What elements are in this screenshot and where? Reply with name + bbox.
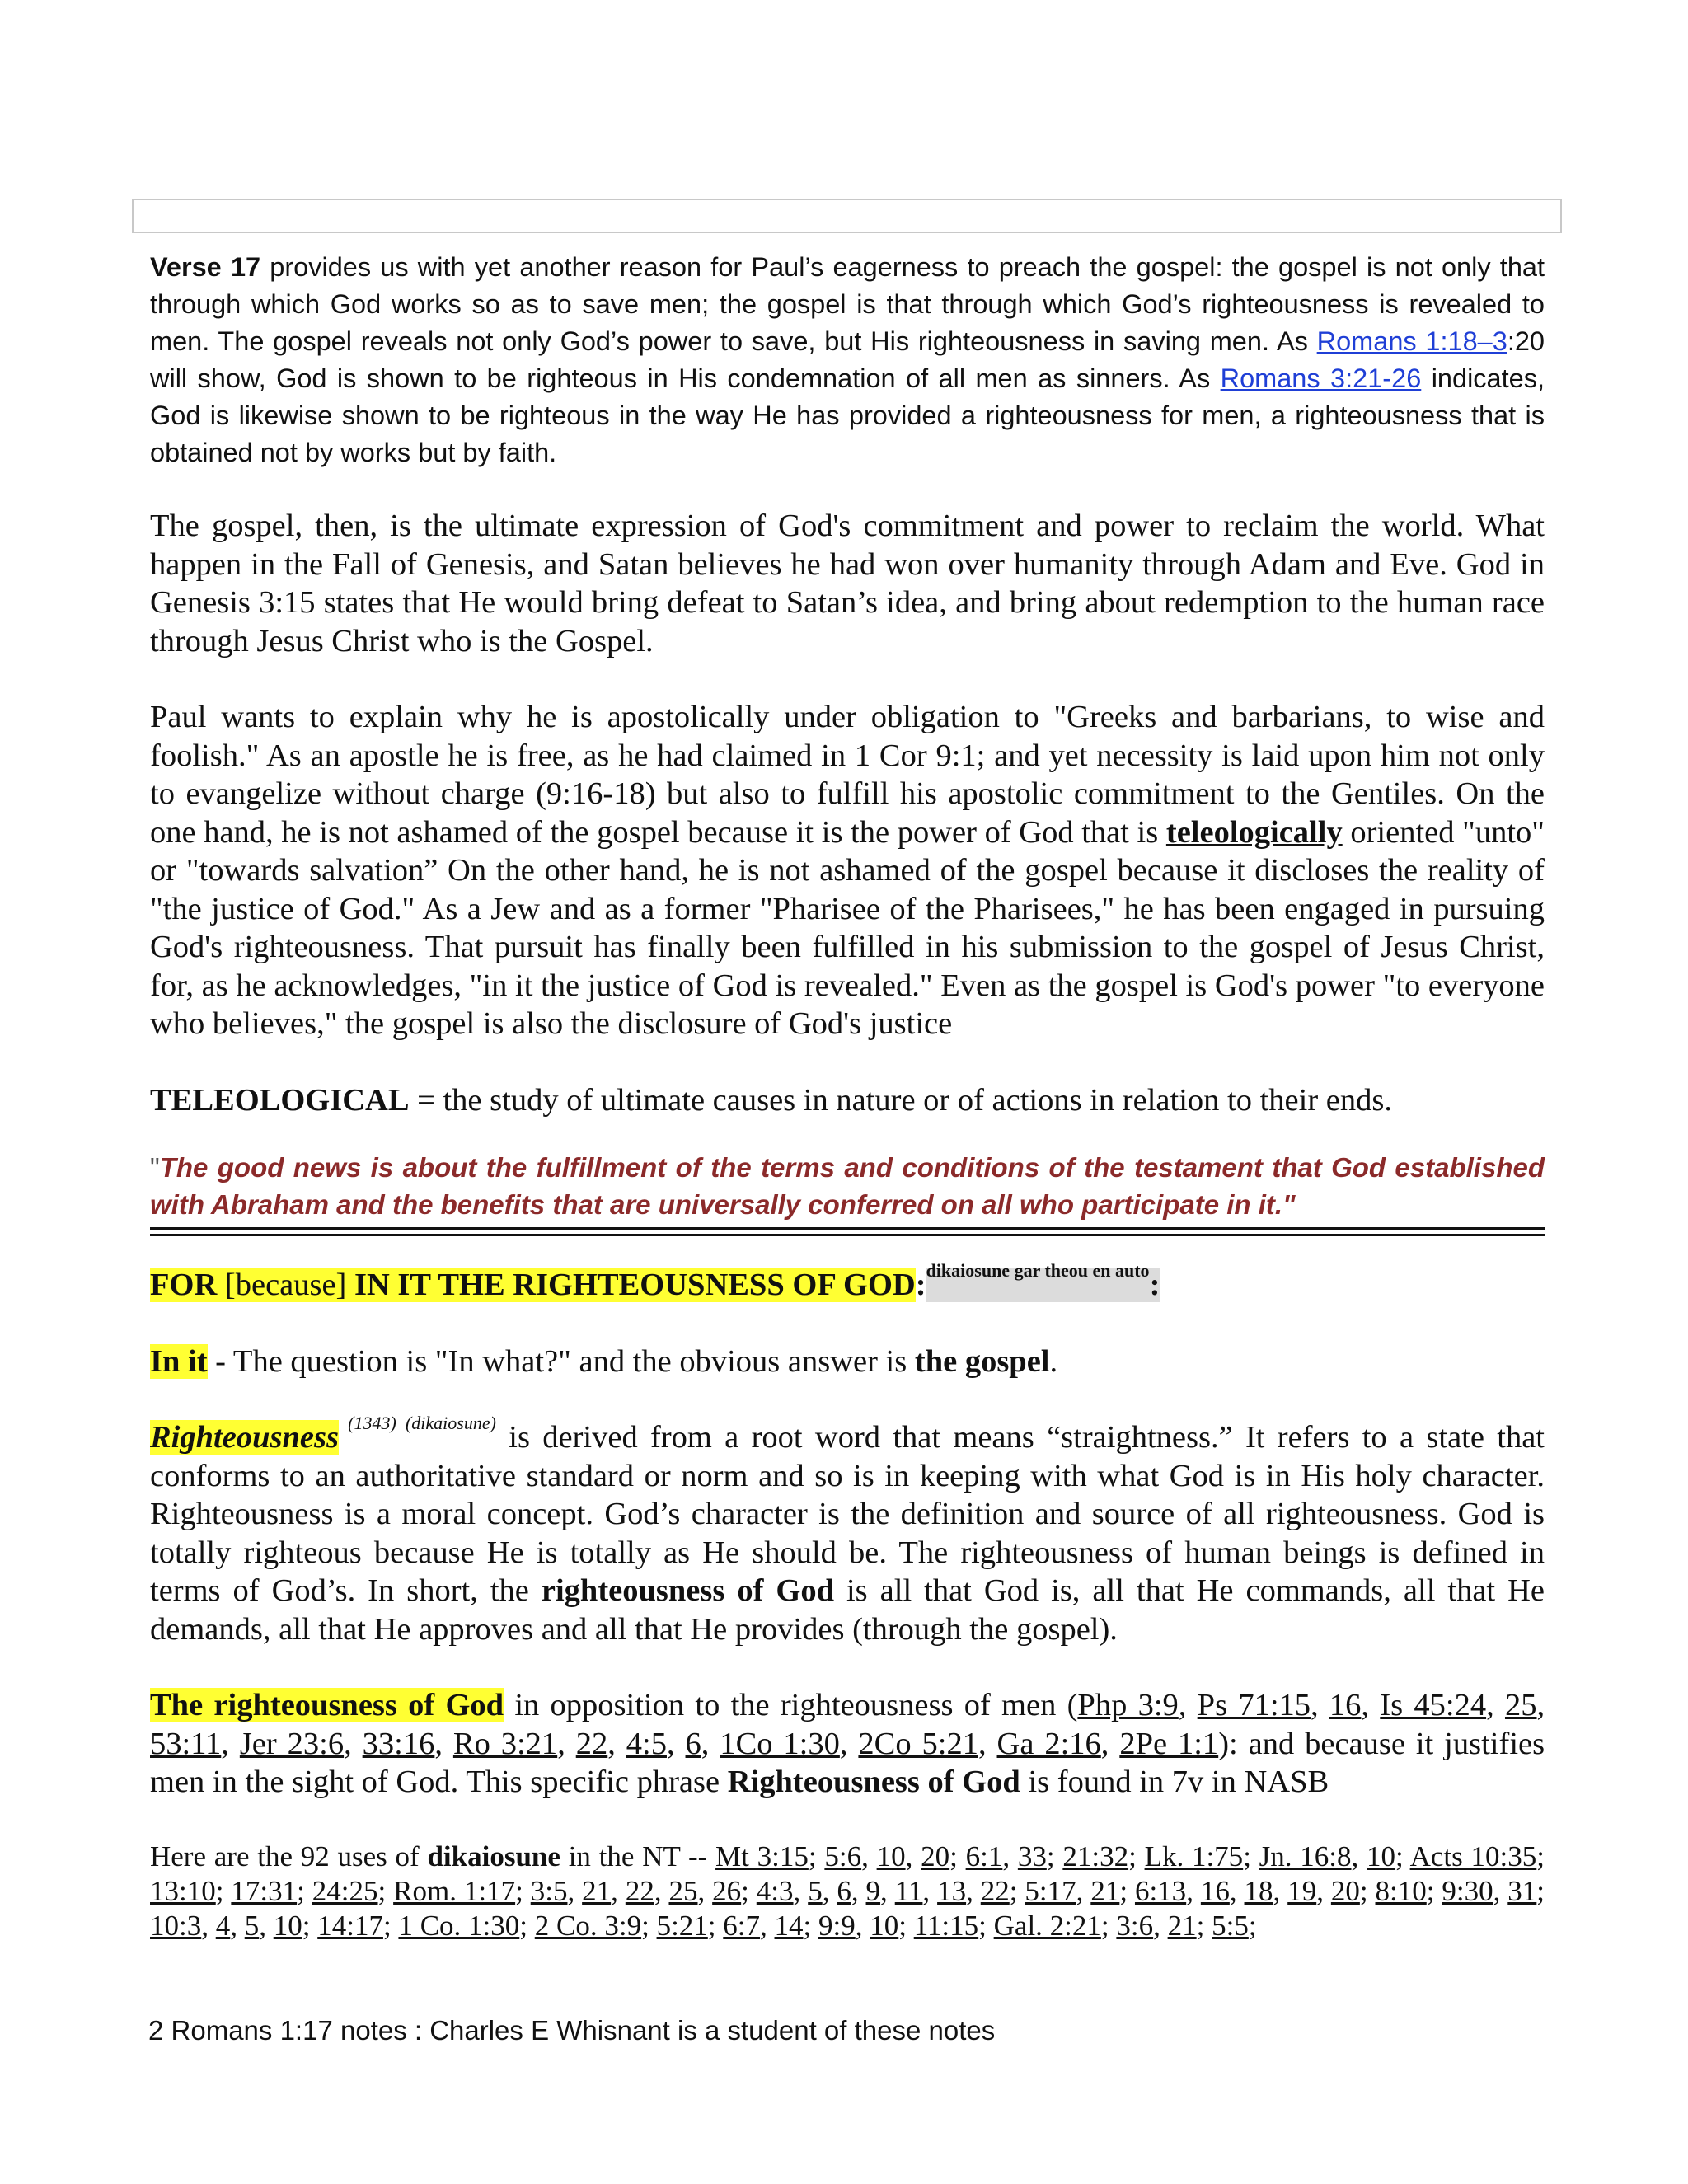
uses-ref-link[interactable]: 6:13 [1134, 1874, 1187, 1907]
uses-ref-link[interactable]: 5:21 [656, 1909, 708, 1942]
uses-ref-link[interactable]: 9:9 [818, 1909, 856, 1942]
uses-ref-link[interactable]: 6 [837, 1874, 851, 1907]
uses-ref-link[interactable]: 20 [921, 1840, 950, 1872]
romans-1-18-link[interactable]: Romans 1:18–3 [1316, 326, 1507, 356]
rog-ref-link[interactable]: 53:11 [150, 1726, 222, 1761]
rog-ref-link[interactable]: Jer 23:6 [239, 1726, 345, 1761]
page-footer: 2 Romans 1:17 notes : Charles E Whisnant is a student of these notes [148, 2015, 996, 2046]
rog-ref-link[interactable]: 2Co 5:21 [858, 1726, 978, 1761]
rog-ref-link[interactable]: Ps 71:15 [1197, 1688, 1311, 1722]
rog-ref-link[interactable]: 25 [1504, 1688, 1537, 1722]
uses-ref-link[interactable]: 6:7 [723, 1909, 761, 1942]
righteousness-label: Righteousness [150, 1420, 339, 1455]
uses-ref-link[interactable]: 21 [582, 1874, 612, 1907]
rog-ref-link[interactable]: Php 3:9 [1077, 1688, 1179, 1722]
uses-ref-link[interactable]: 10 [876, 1840, 906, 1872]
uses-ref-link[interactable]: 4:3 [756, 1874, 794, 1907]
rog-reference-list: Php 3:9, Ps 71:15, 16, Is 45:24, 25, 53:11, Jer 23:6, 33:16, Ro 3:21, 22, 4:5, 6, 1Co 1:30, 2Co 5:21, Ga 2:16, 2Pe 1:1 [150, 1688, 1545, 1761]
uses-ref-link[interactable]: Gal. 2:21 [993, 1909, 1101, 1942]
double-rule-divider [150, 1227, 1545, 1236]
header-text-box [132, 199, 1562, 233]
romans-3-21-link[interactable]: Romans 3:21-26 [1220, 363, 1422, 393]
uses-ref-link[interactable]: 13 [937, 1874, 967, 1907]
rog-ref-link[interactable]: Ga 2:16 [996, 1726, 1101, 1761]
uses-ref-link[interactable]: 8:10 [1375, 1874, 1427, 1907]
section-heading: FOR [because] IN IT THE RIGHTEOUSNESS OF GOD:$^{dikaiosune gar theou en auto}$: [150, 1260, 1160, 1302]
uses-ref-link[interactable]: 13:10 [150, 1874, 216, 1907]
verse-17-paragraph: Verse 17 provides us with yet another reason for Paul’s eagerness to preach the gospel: the gospel is not only that through which God works so as to save men; the gospel is that through which God’s righteousness is revealed to men. The gospel reveals not only God’s power to save, but His righteousness in saving men. As Romans 1:18–3:20 will show, God is shown to be righteous in His condemnation of all men as sinners. As Romans 3:21-26 indicates, God is likewise shown to be righteous in the way He has provided a righteousness for men, a righteousness that is obtained not by works but by faith. [150, 252, 1545, 467]
uses-ref-link[interactable]: Jn. 16:8 [1259, 1840, 1352, 1872]
uses-ref-link[interactable]: 33 [1017, 1840, 1047, 1872]
rog-label: The righteousness of God [150, 1688, 504, 1722]
uses-ref-link[interactable]: 11 [894, 1874, 923, 1907]
uses-ref-link[interactable]: 31 [1507, 1874, 1537, 1907]
uses-ref-link[interactable]: 21:32 [1062, 1840, 1129, 1872]
uses-ref-link[interactable]: 10 [1367, 1840, 1396, 1872]
verse-label: Verse 17 [150, 252, 261, 282]
uses-ref-link[interactable]: 16 [1200, 1874, 1230, 1907]
uses-ref-link[interactable]: 3:6 [1116, 1909, 1154, 1942]
teleologically-term: teleologically [1165, 814, 1343, 850]
greek-transliteration: dikaiosune gar theou en auto [926, 1260, 1150, 1281]
rog-ref-link[interactable]: 4:5 [626, 1726, 667, 1761]
uses-ref-link[interactable]: 25 [668, 1874, 698, 1907]
uses-ref-link[interactable]: Lk. 1:75 [1144, 1840, 1244, 1872]
uses-ref-link[interactable]: 1 Co. 1:30 [398, 1909, 520, 1942]
uses-ref-link[interactable]: 24:25 [312, 1874, 378, 1907]
rog-ref-link[interactable]: 6 [685, 1726, 701, 1761]
dikaiosune-uses-paragraph: Here are the 92 uses of dikaiosune in the NT -- Mt 3:15; 5:6, 10, 20; 6:1, 33; 21:32; Lk. 1:75; Jn. 16:8, 10; Acts 10:35; 13:10; 17:31; 24:25; Rom. 1:17; 3:5, 21, 22, 25, 26; 4:3, 5, 6, 9, 11, 13, 22; 5:17, 21; 6:13, 16, 18, 19, 20; 8:10; 9:30, 31; 10:3, 4, 5, 10; 14:17; 1 Co. 1:30; 2 Co. 3:9; 5:21; 6:7, 14; 9:9, 10; 11:15; Gal. 2:21; 3:6, 21; 5:5; [150, 1840, 1545, 1942]
righteousness-of-god-paragraph: The righteousness of God in opposition to the righteousness of men (Php 3:9, Ps 71:15, 16, Is 45:24, 25, 53:11, Jer 23:6, 33:16, Ro 3:21, 22, 4:5, 6, 1Co 1:30, 2Co 5:21, Ga 2:16, 2Pe 1:1): and because it justifies men in the sight of God. This specific phrase Righteousness of God is found in 7v in NASB [150, 1688, 1545, 1799]
teleological-definition: TELEOLOGICAL = the study of ultimate causes in nature or of actions in relation to their ends. [150, 1082, 1392, 1118]
page-content [150, 247, 1545, 1943]
rog-ref-link[interactable]: 16 [1329, 1688, 1362, 1722]
rog-ref-link[interactable]: 22 [575, 1726, 608, 1761]
righteousness-paragraph: Righteousness $^{(1343) (dikaiosune)}$ is derived from a root word that means “straightness.” It refers to a state that conforms to an authoritative standard or norm and so is in keeping with what God is in His holy character. Righteousness is a moral concept. God’s character is the definition and source of all righteousness. God is totally righteous because He is totally as He should be. The righteousness of human beings is defined in terms of God’s. In short, the righteousness of God is all that God is, all that He commands, all that He demands, all that He approves and all that He provides (through the gospel). [150, 1413, 1545, 1647]
uses-ref-link[interactable]: 3:5 [530, 1874, 568, 1907]
gospel-paragraph: The gospel, then, is the ultimate expression of God's commitment and power to reclaim the world. What happen in the Fall of Genesis, and Satan believes he had won over humanity through Adam and Eve. God in Genesis 3:15 states that He would bring defeat to Satan’s idea, and bring about redemption to the human race through Jesus Christ who is the Gospel. [150, 509, 1545, 658]
uses-reference-list: Mt 3:15; 5:6, 10, 20; 6:1, 33; 21:32; Lk. 1:75; Jn. 16:8, 10; Acts 10:35; 13:10; 17:31; 24:25; Rom. 1:17; 3:5, 21, 22, 25, 26; 4:3, 5, 6, 9, 11, 13, 22; 5:17, 21; 6:13, 16, 18, 19, 20; 8:10; 9:30, 31; 10:3, 4, 5, 10; 14:17; 1 Co. 1:30; 2 Co. 3:9; 5:21; 6:7, 14; 9:9, 10; 11:15; Gal. 2:21; 3:6, 21; 5:5; [150, 1840, 1545, 1942]
uses-ref-link[interactable]: 10:3 [150, 1909, 202, 1942]
uses-ref-link[interactable]: 9:30 [1442, 1874, 1493, 1907]
uses-ref-link[interactable]: 11:15 [913, 1909, 979, 1942]
rog-ref-link[interactable]: Is 45:24 [1380, 1688, 1487, 1722]
uses-ref-link[interactable]: 5:5 [1212, 1909, 1249, 1942]
uses-ref-link[interactable]: 20 [1330, 1874, 1360, 1907]
rog-ref-link[interactable]: 33:16 [362, 1726, 435, 1761]
uses-ref-link[interactable]: Acts 10:35 [1409, 1840, 1537, 1872]
highlighted-quote: "The good news is about the fulfillment of the terms and conditions of the testament that God established with Abraham and the benefits that are universally conferred on all who participate in it." [150, 1152, 1545, 1220]
rog-ref-link[interactable]: 1Co 1:30 [720, 1726, 840, 1761]
uses-ref-link[interactable]: 22 [625, 1874, 654, 1907]
uses-ref-link[interactable]: 5 [244, 1909, 260, 1942]
in-it-label: In it [150, 1343, 208, 1379]
uses-ref-link[interactable]: 9 [865, 1874, 881, 1907]
strongs-reference: (1343) (dikaiosune) [338, 1413, 496, 1433]
uses-ref-link[interactable]: 21 [1167, 1909, 1197, 1942]
in-it-paragraph: In it - The question is "In what?" and the obvious answer is the gospel. [150, 1343, 1058, 1379]
uses-ref-link[interactable]: 26 [712, 1874, 742, 1907]
uses-ref-link[interactable]: 18 [1244, 1874, 1273, 1907]
uses-ref-link[interactable]: 4 [215, 1909, 231, 1942]
uses-ref-link[interactable]: 14 [774, 1909, 804, 1942]
uses-ref-link[interactable]: Mt 3:15 [715, 1840, 809, 1872]
uses-ref-link[interactable]: Rom. 1:17 [393, 1874, 516, 1907]
uses-ref-link[interactable]: 6:1 [965, 1840, 1003, 1872]
uses-ref-link[interactable]: 10 [273, 1909, 302, 1942]
uses-ref-link[interactable]: 14:17 [317, 1909, 383, 1942]
paul-paragraph: Paul wants to explain why he is apostolically under obligation to "Greeks and barbarians, to wise and foolish." As an apostle he is free, as he had claimed in 1 Cor 9:1; and yet necessity is laid upon him not only to evangelize without charge (9:16-18) but also to fulfill his apostolic commitment to the Gentiles. On the one hand, he is not ashamed of the gospel because it is the power of God that is teleologically oriented "unto" or "towards salvation” On the other hand, he is not ashamed of the gospel because it discloses the reality of "the justice of God." As a Jew and as a former "Pharisee of the Pharisees," he has been engaged in pursuing God's righteousness. That pursuit has finally been fulfilled in his submission to the gospel of Jesus Christ, for, as he acknowledges, "in it the justice of God is revealed." Even as the gospel is God's power "to everyone who believes," the gospel is also the disclosure of God's justice [150, 700, 1545, 1041]
uses-ref-link[interactable]: 22 [980, 1874, 1010, 1907]
uses-ref-link[interactable]: 10 [870, 1909, 899, 1942]
rog-ref-link[interactable]: Ro 3:21 [452, 1726, 558, 1761]
uses-ref-link[interactable]: 2 Co. 3:9 [534, 1909, 642, 1942]
uses-ref-link[interactable]: 19 [1287, 1874, 1317, 1907]
uses-ref-link[interactable]: 5 [808, 1874, 823, 1907]
uses-ref-link[interactable]: 21 [1090, 1874, 1120, 1907]
rog-ref-link[interactable]: 2Pe 1:1 [1119, 1726, 1219, 1761]
uses-ref-link[interactable]: 5:17 [1025, 1874, 1076, 1907]
uses-ref-link[interactable]: 5:6 [824, 1840, 862, 1872]
uses-ref-link[interactable]: 17:31 [231, 1874, 298, 1907]
